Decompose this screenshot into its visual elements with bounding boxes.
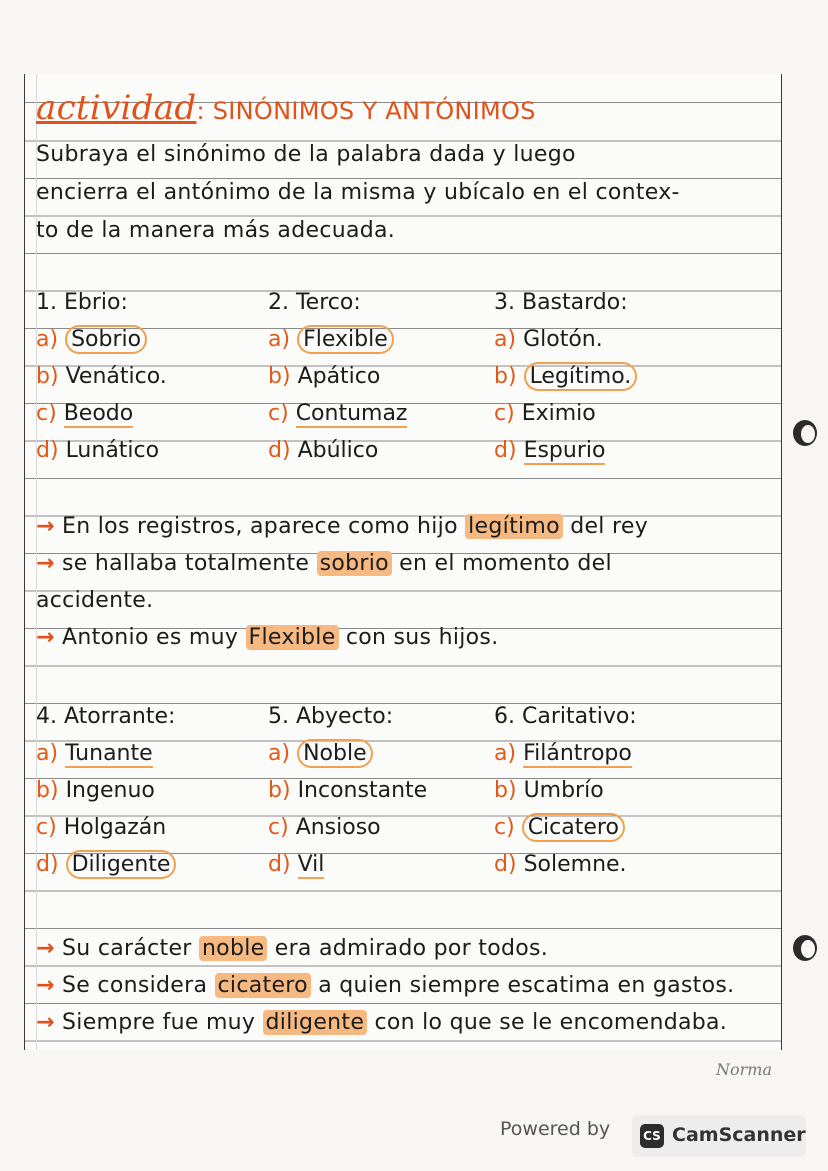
- option-text: Flexible: [297, 325, 394, 354]
- option-item: [268, 815, 381, 840]
- option-text: Abúlico: [297, 438, 379, 463]
- option-item: [494, 815, 625, 840]
- space: [291, 778, 298, 803]
- option-letter: a): [268, 741, 291, 766]
- option-item: [36, 815, 166, 840]
- sentence-line: [36, 588, 153, 613]
- powered-by-text: Powered by: [500, 1118, 611, 1140]
- option-item: [36, 741, 153, 766]
- camscanner-name: CamScanner: [672, 1124, 806, 1146]
- sentence-after: era admirado por todos.: [267, 936, 549, 961]
- space: [291, 438, 298, 463]
- space: [55, 551, 62, 576]
- space: [515, 815, 522, 840]
- option-item: [268, 327, 394, 352]
- space: [57, 815, 64, 840]
- sentence-after: a quien siempre escatima en gastos.: [310, 973, 735, 998]
- sentence-line: [36, 1010, 727, 1035]
- space: [55, 1010, 62, 1035]
- space: [517, 364, 524, 389]
- option-letter: d): [268, 852, 291, 877]
- option-letter: a): [494, 327, 517, 352]
- option-text: Glotón.: [523, 327, 603, 352]
- option-letter: c): [494, 401, 515, 426]
- word-heading: 6. Caritativo:: [494, 704, 637, 729]
- option-letter: b): [494, 364, 517, 389]
- option-text: Cicatero: [522, 813, 625, 842]
- sentence-line: [36, 973, 734, 998]
- camscanner-badge[interactable]: [632, 1115, 806, 1157]
- title-main: actividad: [36, 88, 197, 128]
- option-letter: c): [268, 401, 289, 426]
- space: [59, 364, 66, 389]
- option-letter: d): [36, 852, 59, 877]
- option-text: Filántropo: [523, 741, 632, 766]
- sentence-after: en el momento del: [391, 551, 612, 576]
- highlighted-word: sobrio: [317, 551, 392, 576]
- option-item: [494, 852, 627, 877]
- option-letter: d): [494, 852, 517, 877]
- option-letter: b): [494, 778, 517, 803]
- option-item: [494, 364, 637, 389]
- option-item: [36, 778, 155, 803]
- space: [291, 364, 298, 389]
- space: [59, 778, 66, 803]
- option-item: [494, 778, 604, 803]
- space: [517, 438, 524, 463]
- option-text: Diligente: [66, 850, 177, 879]
- activity-title: [36, 88, 536, 128]
- option-text: Tunante: [65, 741, 153, 766]
- option-letter: c): [268, 815, 289, 840]
- brand-logo: Norma: [716, 1060, 772, 1079]
- binder-hole-icon: [793, 420, 817, 446]
- arrow-icon: →: [36, 551, 55, 576]
- instruction-line: Subraya el sinónimo de la palabra dada y luego: [36, 142, 576, 167]
- sentence-after: con lo que se le encomendaba.: [367, 1010, 728, 1035]
- option-text: Umbrío: [523, 778, 604, 803]
- option-item: [268, 741, 373, 766]
- option-text: Noble: [297, 739, 373, 768]
- space: [291, 852, 298, 877]
- binder-hole-icon: [793, 935, 817, 961]
- option-letter: c): [36, 815, 57, 840]
- option-letter: b): [36, 364, 59, 389]
- space: [55, 514, 62, 539]
- option-text: Contumaz: [295, 401, 408, 426]
- option-text: Solemne.: [523, 852, 627, 877]
- option-text: Ingenuo: [65, 778, 155, 803]
- option-text: Eximio: [521, 401, 596, 426]
- space: [517, 852, 524, 877]
- sentence-before: Siempre fue muy: [62, 1010, 263, 1035]
- sentence-line: [36, 551, 612, 576]
- option-letter: a): [268, 327, 291, 352]
- space: [59, 852, 66, 877]
- sentence-before: Se considera: [62, 973, 215, 998]
- option-letter: a): [494, 741, 517, 766]
- option-text: Inconstante: [297, 778, 428, 803]
- option-item: [36, 364, 167, 389]
- option-item: [36, 401, 133, 426]
- option-letter: a): [36, 327, 59, 352]
- word-heading: 5. Abyecto:: [268, 704, 394, 729]
- highlighted-word: diligente: [263, 1010, 368, 1035]
- option-letter: d): [494, 438, 517, 463]
- option-letter: d): [268, 438, 291, 463]
- option-item: [494, 401, 596, 426]
- option-item: [494, 741, 632, 766]
- arrow-icon: →: [36, 1010, 55, 1035]
- option-item: [268, 852, 324, 877]
- space: [55, 936, 62, 961]
- word-heading: 3. Bastardo:: [494, 290, 628, 315]
- option-letter: a): [36, 741, 59, 766]
- option-text: Apático: [297, 364, 381, 389]
- sentence-before: accidente.: [36, 588, 154, 613]
- sentence-line: [36, 625, 499, 650]
- option-item: [36, 438, 159, 463]
- option-text: Legítimo.: [524, 362, 638, 391]
- camscanner-logo-icon: CS: [640, 1124, 664, 1148]
- space: [289, 815, 296, 840]
- space: [55, 973, 62, 998]
- space: [55, 625, 62, 650]
- option-text: Sobrio: [65, 325, 147, 354]
- option-letter: b): [268, 778, 291, 803]
- sentence-line: [36, 514, 648, 539]
- sentence-after: con sus hijos.: [338, 625, 499, 650]
- space: [57, 401, 64, 426]
- arrow-icon: →: [36, 973, 55, 998]
- option-letter: c): [36, 401, 57, 426]
- option-letter: d): [36, 438, 59, 463]
- highlighted-word: noble: [199, 936, 268, 961]
- word-heading: 2. Terco:: [268, 290, 361, 315]
- sentence-before: En los registros, aparece como hijo: [62, 514, 466, 539]
- option-text: Espurio: [523, 438, 606, 463]
- option-text: Holgazán: [63, 815, 167, 840]
- instruction-line: to de la manera más adecuada.: [36, 218, 396, 243]
- option-item: [268, 438, 378, 463]
- sentence-before: Antonio es muy: [62, 625, 246, 650]
- highlighted-word: cicatero: [215, 973, 311, 998]
- option-text: Venático.: [65, 364, 167, 389]
- option-item: [36, 852, 176, 877]
- sentence-line: [36, 936, 548, 961]
- option-letter: b): [36, 778, 59, 803]
- option-item: [268, 364, 380, 389]
- title-subtitle: : SINÓNIMOS Y ANTÓNIMOS: [196, 97, 536, 125]
- option-letter: c): [494, 815, 515, 840]
- option-item: [268, 401, 407, 426]
- option-text: Lunático: [65, 438, 160, 463]
- space: [59, 438, 66, 463]
- space: [515, 401, 522, 426]
- instruction-line: encierra el antónimo de la misma y ubícalo en el contex-: [36, 180, 680, 205]
- option-text: Beodo: [63, 401, 134, 426]
- sentence-before: se hallaba totalmente: [62, 551, 317, 576]
- arrow-icon: →: [36, 936, 55, 961]
- option-letter: b): [268, 364, 291, 389]
- space: [517, 778, 524, 803]
- arrow-icon: →: [36, 625, 55, 650]
- option-item: [36, 327, 147, 352]
- option-item: [268, 778, 427, 803]
- sentence-before: Su carácter: [62, 936, 199, 961]
- word-heading: 4. Atorrante:: [36, 704, 176, 729]
- space: [289, 401, 296, 426]
- highlighted-word: legítimo: [465, 514, 563, 539]
- sentence-after: del rey: [562, 514, 649, 539]
- highlighted-word: Flexible: [246, 625, 339, 650]
- option-text: Ansioso: [295, 815, 381, 840]
- option-item: [494, 438, 605, 463]
- word-heading: 1. Ebrio:: [36, 290, 128, 315]
- arrow-icon: →: [36, 514, 55, 539]
- option-text: Vil: [297, 852, 325, 877]
- option-item: [494, 327, 603, 352]
